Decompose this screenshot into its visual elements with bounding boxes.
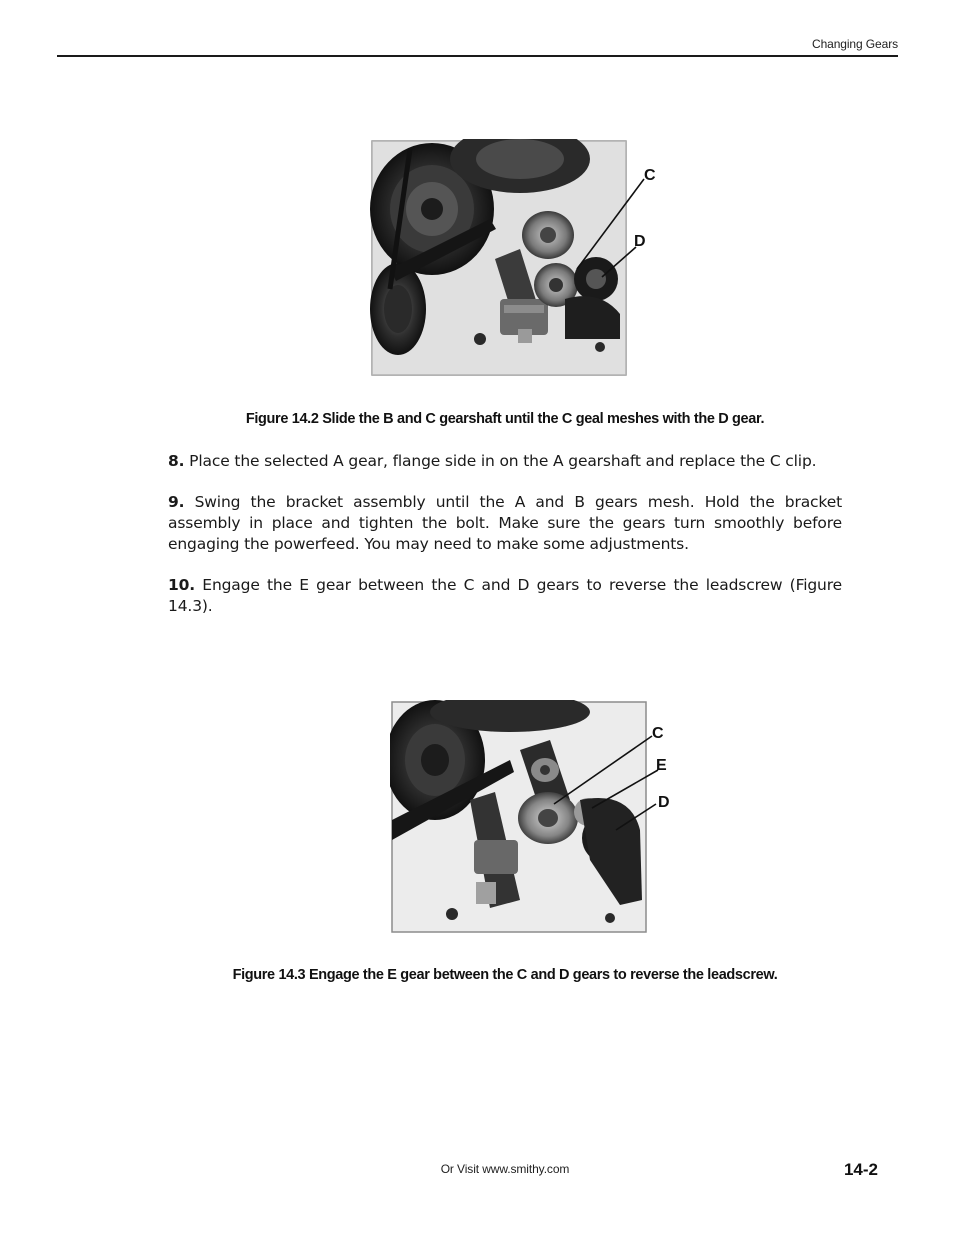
figure-label-e: E	[656, 757, 667, 774]
step-number: 9.	[168, 493, 185, 511]
figure-label-d: D	[658, 794, 670, 811]
step-number: 10.	[168, 576, 196, 594]
page-number: 14-2	[843, 1160, 878, 1179]
step-9	[168, 492, 842, 555]
footer-website-text: Or Visit www.smithy.com	[440, 1162, 570, 1176]
step-number: 8.	[168, 452, 185, 470]
figure-14-2-photo	[370, 139, 672, 379]
section-title: Changing Gears	[812, 37, 898, 51]
figure-14-2-caption: Figure 14.2 Slide the B and C gearshaft until the C geal meshes with the D gear.	[245, 411, 765, 427]
step-text: Swing the bracket assembly until the A and B gears mesh. Hold the bracket assembly in place and tighten the bolt. Make sure the gears turn smoothly before engaging the powerfeed. You may need to make some adjustments.	[168, 493, 843, 553]
header-divider	[57, 55, 898, 57]
step-text: Engage the E gear between the C and D gears to reverse the leadscrew (Figure 14.3).	[168, 576, 842, 615]
step-8	[168, 451, 842, 472]
step-text: Place the selected A gear, flange side in on the A gearshaft and replace the C clip.	[189, 452, 817, 470]
step-10	[168, 575, 842, 617]
figure-14-3-caption: Figure 14.3 Engage the E gear between the C and D gears to reverse the leadscrew.	[232, 967, 778, 983]
figure-label-c: C	[652, 725, 664, 742]
figure-label-d: D	[634, 233, 646, 250]
figure-14-3-photo	[390, 700, 680, 934]
figure-label-c: C	[644, 167, 656, 184]
